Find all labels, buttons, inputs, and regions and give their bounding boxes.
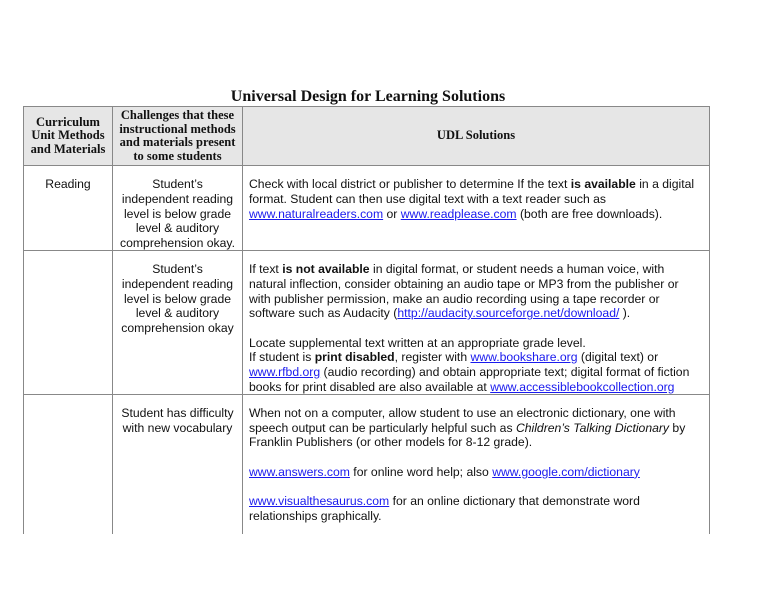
text: If student is: [249, 350, 315, 365]
text: (both are free downloads).: [516, 206, 663, 221]
text: (audio recording) and obtain appropriate text; digital format of fiction books for print disabled are also available at: [249, 364, 690, 394]
link-accessiblebookcollection[interactable]: www.accessiblebookcollection.org: [490, 379, 675, 394]
link-readplease[interactable]: www.readplease.com: [400, 206, 517, 221]
table-row: [24, 395, 710, 535]
challenge-cell: Student has difficulty with new vocabulary: [113, 395, 243, 535]
document-title: Universal Design for Learning Solutions: [230, 88, 506, 105]
text: for an online dictionary that demonstrate word relationships graphically.: [249, 494, 640, 524]
text: Locate supplemental text written at an appropriate grade level.: [249, 335, 586, 350]
text: ).: [619, 306, 631, 321]
text: , register with: [394, 350, 471, 365]
text: by Franklin Publishers (or other models for 8-12 grade).: [249, 420, 686, 450]
table-header-row: [24, 107, 710, 166]
method-cell: [24, 395, 113, 535]
solution-cell: [243, 395, 710, 535]
header-udl-solutions: UDL Solutions: [243, 107, 710, 166]
emphasis: print disabled: [314, 350, 395, 365]
solution-cell: [243, 166, 710, 251]
link-google-dictionary[interactable]: www.google.com/dictionary: [492, 464, 640, 479]
text: Check with local district or publisher to determine If the text: [249, 177, 571, 192]
table-row: [24, 166, 710, 251]
link-bookshare[interactable]: www.bookshare.org: [470, 350, 578, 365]
text: in digital format, or student needs a human voice, with natural inflection, consider obtaining an audio tape or MP3 from the publisher or with publisher permission, make an audio recording using a tape recorder or software such as Audacity (: [249, 262, 679, 321]
text: (digital text) or: [577, 350, 659, 365]
text: in a digital format. Student can then use digital text with a text reader such as: [249, 177, 695, 206]
challenge-cell: Student’s independent reading level is below grade level & auditory comprehension okay.: [113, 166, 243, 251]
link-answers[interactable]: www.answers.com: [249, 464, 350, 479]
text: or: [383, 206, 401, 221]
link-visualthesaurus[interactable]: www.visualthesaurus.com: [249, 494, 390, 509]
method-cell: [24, 251, 113, 395]
method-cell: Reading: [24, 166, 113, 251]
emphasis: is available: [570, 177, 636, 192]
text: If text: [249, 262, 283, 277]
udl-table: [23, 106, 710, 534]
text: for online word help; also: [349, 464, 493, 479]
link-naturalreaders[interactable]: www.naturalreaders.com: [249, 206, 384, 221]
book-title: Children’s Talking Dictionary: [515, 420, 670, 435]
header-challenges: Challenges that these instructional methods and materials present to some students: [113, 107, 243, 166]
link-rfbd[interactable]: www.rfbd.org: [249, 364, 321, 379]
solution-cell: [243, 251, 710, 395]
emphasis: is not available: [282, 262, 370, 277]
header-methods: Curriculum Unit Methods and Materials: [24, 107, 113, 166]
text: When not on a computer, allow student to use an electronic dictionary, one with speech output can be particularly helpful such as: [249, 406, 676, 435]
table-row: [24, 251, 710, 395]
challenge-cell: Student’s independent reading level is below grade level & auditory comprehension okay: [113, 251, 243, 395]
link-audacity[interactable]: http://audacity.sourceforge.net/download/: [397, 306, 620, 321]
